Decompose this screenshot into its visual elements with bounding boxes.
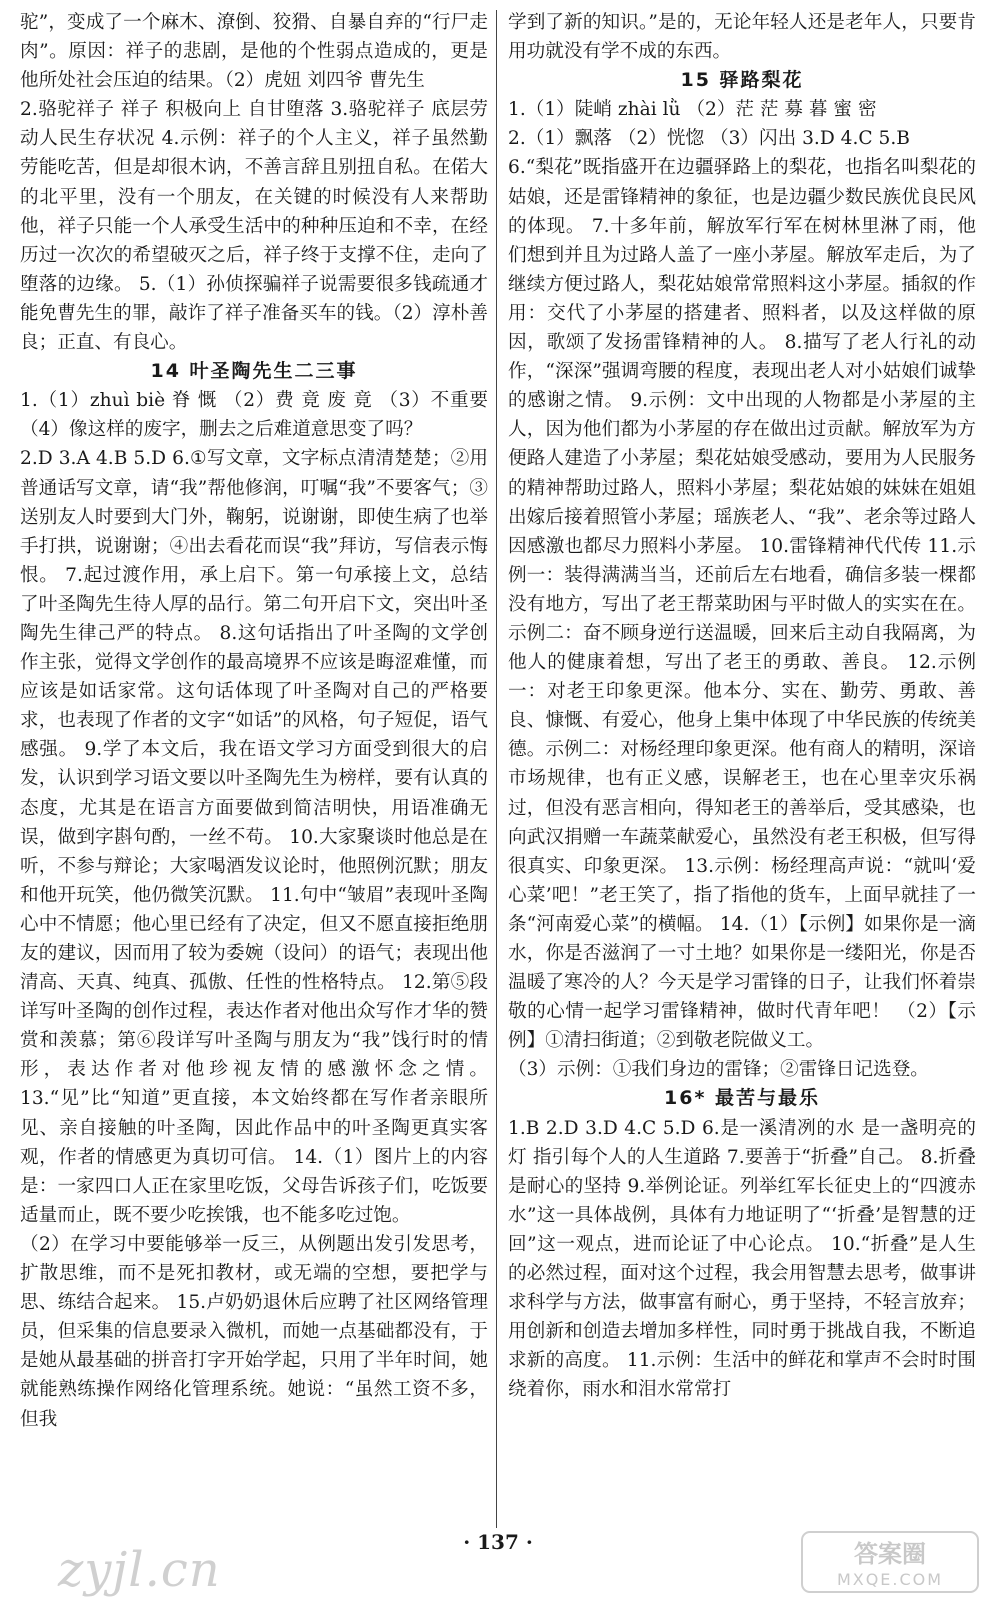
- section-heading: 16* 最苦与最乐: [664, 1087, 820, 1110]
- watermark-logo-icon: [800, 1530, 980, 1594]
- left-column: [20, 8, 488, 1434]
- answer-paragraph: 6.“梨花”既指盛开在边疆驿路上的梨花，也指名叫梨花的姑娘，还是雷锋精神的象征，也是边疆少数民族优良民风的体现。 7.十多年前，解放军行军在树林里淋了雨，他们想到并且为过路人盖了一座小茅屋。解放军走后，为了继续方便过路人，梨花姑娘常常照料这小茅屋。插叙的作用：交代了小茅屋的搭建者、照料者，以及这样做的原因，歌颂了发扬雷锋精神的人。 8.描写了老人行礼的动作，“深深”强调弯腰的程度，表现出老人对小姑娘们诚挚的感谢之情。 9.示例：文中出现的人物都是小茅屋的主人，因为他们都为小茅屋的存在做出过贡献。解放军为方便路人建造了小茅屋；梨花姑娘受感动，要用为人民服务的精神帮助过路人，照料小茅屋；梨花姑娘的妹妹在姐姐出嫁后接着照管小茅屋；瑶族老人、“我”、老余等过路人因感激也都尽力照料小茅屋。 10.雷锋精神代代传 11.示例一：装得满满当当，还前后左右地看，确信多装一棵都没有地方，写出了老王帮菜助困与平时做人的实实在在。示例二：奋不顾身逆行送温暖，回来后主动自我隔离，为他人的健康着想，写出了老王的勇敢、善良。 12.示例一：对老王印象更深。他本分、实在、勤劳、勇敢、善良、慷慨、有爱心，他身上集中体现了中华民族的传统美德。示例二：对杨经理印象更深。他有商人的精明，深谙市场规律，也有正义感，误解老王，也在心里幸灾乐祸过，但没有恶言相向，得知老王的善举后，受其感染，也向武汉捐赠一车蔬菜献爱心，虽然没有老王积极，但写得很真实、印象更深。 13.示例：杨经理高声说：“就叫‘爱心菜’吧！”老王笑了，指了指他的货车，上面早就挂了一条“河南爱心菜”的横幅。 14.（1）【示例】如果你是一滴水，你是否滋润了一寸土地？如果你是一缕阳光，你是否温暖了寒冷的人？今天是学习雷锋的日子，让我们怀着崇敬的心情一起学习雷锋精神，做时代青年吧！ （2）【示例】①清扫街道；②到敬老院做义工。: [508, 157, 976, 1052]
- answer-paragraph: （3）示例：①我们身边的雷锋；②雷锋日记选登。: [508, 1059, 929, 1081]
- column-divider: [496, 10, 497, 1528]
- answer-paragraph: 1.B 2.D 3.D 4.C 5.D 6.是一溪清冽的水 是一盏明亮的灯 指引每个人的人生道路 7.要善于“折叠”自己。 8.折叠是耐心的坚持 9.举例论证。列举红军长征史上的“四渡赤水”这一具体战例，具体有力地证明了“‘折叠’是智慧的迂回”这一观点，进而论证了中心论点。 10.“折叠”是人生的必然过程，面对这个过程，我会用智慧去思考，做事讲求科学与方法，做事富有耐心，勇于坚持，不轻言放弃；用创新和创造去增加多样性，同时勇于挑战自我，不断追求新的高度。 11.示例：生活中的鲜花和掌声不会时时围绕着你，雨水和泪水常常打: [508, 1117, 976, 1401]
- page-number: · 137 ·: [463, 1530, 533, 1554]
- watermark-zyjl: zyjl.cn: [58, 1542, 221, 1598]
- right-column: [508, 8, 976, 1405]
- answer-paragraph: 2.（1）飘落 （2）恍惚 （3）闪出 3.D 4.C 5.B: [508, 128, 910, 150]
- answer-paragraph: （2）在学习中要能够举一反三，从例题出发引发思考，扩散思维，而不是死扣教材，或无端的空想，要把学与思、练结合起来。 15.卢奶奶退休后应聘了社区网络管理员，但采集的信息要录入微机，而她一点基础都没有，于是她从最基础的拼音打字开始学起，只用了半年时间，她就能熟练操作网络化管理系统。她说：“虽然工资不多，但我: [20, 1233, 488, 1430]
- section-heading: 15 驿路梨花: [680, 69, 804, 92]
- section-heading: 14 叶圣陶先生二三事: [150, 360, 358, 383]
- answer-paragraph: 学到了新的知识。”是的，无论年轻人还是老年人，只要肯用功就没有学不成的东西。: [508, 12, 976, 63]
- answer-paragraph: 驼”，变成了一个麻木、潦倒、狡猾、自暴自弃的“行尸走肉”。原因：祥子的悲剧，是他的个性弱点造成的，更是他所处社会压迫的结果。（2）虎妞 刘四爷 曹先生: [20, 12, 488, 92]
- answer-paragraph: 1.（1）zhuì biè 脊 慨 （2）费 竟 废 竟 （3）不重要 （4）像这样的废字，删去之后难道意思变了吗？: [20, 390, 488, 441]
- answer-paragraph: 1.（1）陡峭 zhài lǜ （2）茫 茫 募 暮 蜜 密: [508, 99, 877, 121]
- svg-text:答案圈: 答案圈: [854, 1540, 926, 1568]
- answer-paragraph: 2.骆驼祥子 祥子 积极向上 自甘堕落 3.骆驼祥子 底层劳动人民生存状况 4.示例：祥子的个人主义，祥子虽然勤劳能吃苦，但是却很木讷，不善言辞且别扭自私。在偌大的北平里，没有一个朋友，在关键的时候没有人来帮助他，祥子只能一个人承受生活中的种种压迫和不幸，在经历过一次次的希望破灭之后，祥子终于支撑不住，走向了堕落的边缘。 5.（1）孙侦探骗祥子说需要很多钱疏通才能免曹先生的罪，敲诈了祥子准备买车的钱。（2）淳朴善良；正直、有良心。: [20, 99, 488, 354]
- answer-paragraph: 2.D 3.A 4.B 5.D 6.①写文章，文字标点清清楚楚；②用普通话写文章，请“我”帮他修润，叮嘱“我”不要客气；③送别友人时要到大门外，鞠躬，说谢谢，即使生病了也举手打拱，说谢谢；④出去看花而误“我”拜访，写信表示悔恨。 7.起过渡作用，承上启下。第一句承接上文，总结了叶圣陶先生待人厚的品行。第二句开启下文，突出叶圣陶先生律己严的特点。 8.这句话指出了叶圣陶的文学创作主张，觉得文学创作的最高境界不应该是晦涩难懂，而应该是如话家常。这句话体现了叶圣陶对自己的严格要求，也表现了作者的文字“如话”的风格，句子短促，语气感强。 9.学了本文后，我在语文学习方面受到很大的启发，认识到学习语文要以叶圣陶先生为榜样，要有认真的态度，尤其是在语言方面要做到简洁明快，用语准确无误，做到字斟句酌，一丝不苟。 10.大家聚谈时他总是在听，不参与辩论；大家喝酒发议论时，他照例沉默；朋友和他开玩笑，他仍微笑沉默。 11.句中“皱眉”表现叶圣陶心中不情愿；他心里已经有了决定，但又不愿直接拒绝朋友的建议，因而用了较为委婉（设问）的语气；表现出他清高、天真、纯真、孤傲、任性的性格特点。 12.第⑤段详写叶圣陶的创作过程，表达作者对他出众写作才华的赞赏和羡慕；第⑥段详写叶圣陶与朋友为“我”饯行时的情形，表达作者对他珍视友情的感激怀念之情。 13.“见”比“知道”更直接，本文始终都在写作者亲眼所见、亲自接触的叶圣陶，因此作品中的叶圣陶更真实客观，作者的情感更为真切可信。 14.（1）图片上的内容是：一家四口人正在家里吃饭，父母告诉孩子们，吃饭要适量而止，既不要少吃挨饿，也不能多吃过饱。: [20, 448, 488, 1226]
- svg-text:MXQE.COM: MXQE.COM: [836, 1570, 944, 1589]
